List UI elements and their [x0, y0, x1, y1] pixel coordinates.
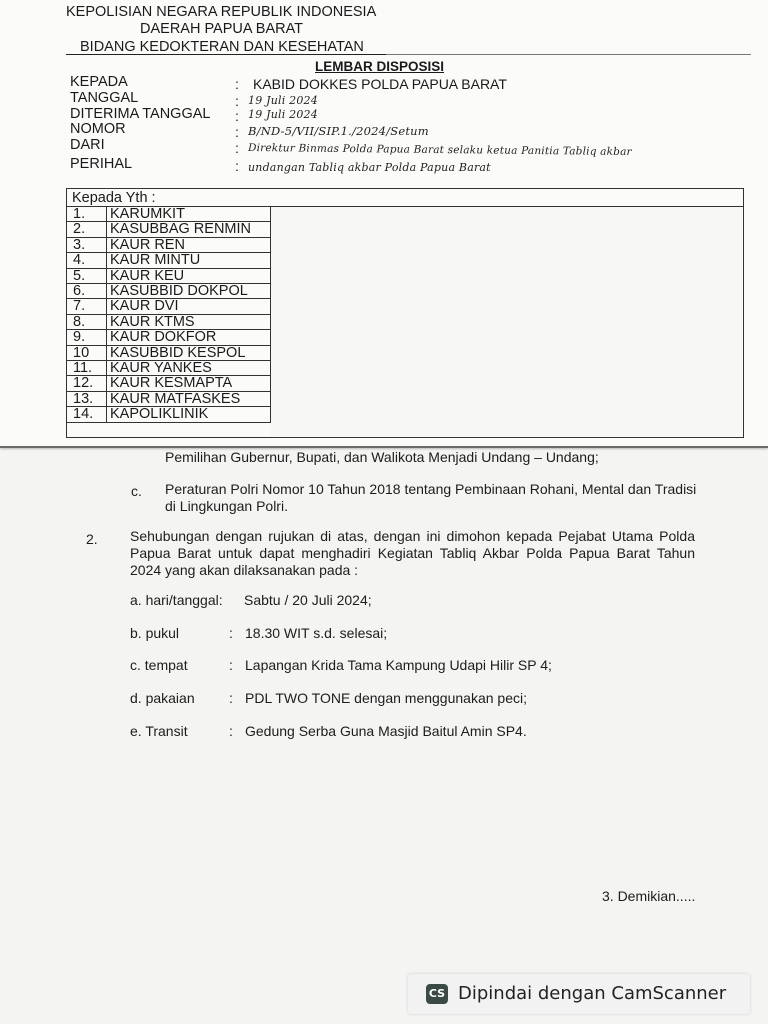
field-colon: : [235, 76, 239, 92]
row-name: KARUMKIT [107, 207, 271, 222]
row-number: 13. [67, 391, 107, 406]
row-number: 2. [67, 222, 107, 237]
item-c-marker: c. [131, 483, 142, 499]
recipients-table [66, 206, 271, 423]
row-number: 11. [67, 361, 107, 376]
field-label-nomor: NOMOR [70, 121, 126, 137]
row-name: KAPOLIKLINIK [107, 407, 271, 422]
row-name: KAUR KESMAPTA [107, 376, 271, 391]
field-colon: : [235, 124, 239, 140]
table-row [67, 268, 271, 283]
row-number: 5. [67, 268, 107, 283]
table-row [67, 330, 271, 345]
row-number: 14. [67, 407, 107, 422]
field-colon: : [235, 140, 239, 156]
table-row [67, 391, 271, 406]
row-name: KAUR DVI [107, 299, 271, 314]
row-number: 3. [67, 237, 107, 252]
field-colon: : [235, 158, 239, 174]
detail-value: PDL TWO TONE dengan menggunakan peci; [245, 690, 527, 706]
field-value-kepada: KABID DOKKES POLDA PAPUA BARAT [253, 76, 507, 92]
row-name: KAUR MATFASKES [107, 391, 271, 406]
table-row [67, 237, 271, 252]
detail-label: b. pukul [130, 625, 180, 641]
field-value-diterima-tanggal: 19 Juli 2024 [248, 108, 318, 121]
row-number: 10 [67, 345, 107, 360]
header-underline [66, 54, 386, 55]
field-value-perihal: undangan Tabliq akbar Polda Papua Barat [248, 161, 491, 174]
row-name: KAUR KTMS [107, 314, 271, 329]
detail-colon: : [229, 690, 233, 706]
detail-colon: : [229, 657, 233, 673]
detail-row [130, 690, 730, 710]
row-number: 7. [67, 299, 107, 314]
detail-value: Lapangan Krida Tama Kampung Udapi Hilir SP 4; [245, 657, 552, 673]
detail-label: d. pakaian [130, 690, 195, 706]
table-row [67, 314, 271, 329]
field-label-dari: DARI [70, 137, 105, 153]
paragraph-2-marker: 2. [86, 531, 98, 547]
detail-colon: : [229, 723, 233, 739]
table-row [67, 253, 271, 268]
header-region: DAERAH PAPUA BARAT [140, 21, 304, 37]
detail-label: e. Transit [130, 723, 188, 739]
item-b-tail: Pemilihan Gubernur, Bupati, dan Walikota Menjadi Undang – Undang; [165, 449, 599, 465]
row-number: 9. [67, 330, 107, 345]
table-row [67, 299, 271, 314]
header-division: BIDANG KEDOKTERAN DAN KESEHATAN [80, 39, 364, 55]
detail-label: a. hari/tanggal: [130, 592, 223, 608]
field-value-nomor: B/ND-5/VII/SIP.1./2024/Setum [248, 124, 429, 138]
header-institution: KEPOLISIAN NEGARA REPUBLIK INDONESIA [66, 4, 377, 20]
row-number: 1. [67, 207, 107, 222]
row-number: 8. [67, 314, 107, 329]
detail-value: 18.30 WIT s.d. selesai; [245, 625, 388, 641]
detail-row [130, 657, 730, 677]
row-name: KAUR KEU [107, 268, 271, 283]
detail-colon: : [229, 625, 233, 641]
field-value-dari: Direktur Binmas Polda Papua Barat selaku ketua Panitia Tabliq akbar [247, 142, 632, 159]
detail-value: Sabtu / 20 Juli 2024; [244, 592, 372, 608]
detail-label: c. tempat [130, 657, 188, 673]
row-name: KAUR REN [107, 237, 271, 252]
closing-text: 3. Demikian..... [602, 888, 696, 904]
disposition-sheet [0, 0, 768, 448]
row-number: 4. [67, 253, 107, 268]
item-c-text: Peraturan Polri Nomor 10 Tahun 2018 tentang Pembinaan Rohani, Mental dan Tradisi di Lingkungan Polri. [165, 481, 697, 514]
top-rule [386, 54, 751, 55]
paragraph-2-text: Sehubungan dengan rujukan di atas, dengan ini dimohon kepada Pejabat Utama Polda Papua Barat untuk dapat menghadiri Kegiatan Tabliq Akbar Polda Papua Barat Tahun 2024 yang akan dilaksanakan pada : [130, 528, 695, 578]
field-label-kepada: KEPADA [70, 74, 128, 90]
table-row [67, 222, 271, 237]
camscanner-logo-text: CS [428, 987, 446, 1000]
disposition-notes-area [270, 206, 742, 436]
table-row [67, 361, 271, 376]
recipients-header: Kepada Yth : [72, 190, 156, 206]
row-name: KASUBBID DOKPOL [107, 284, 271, 299]
camscanner-logo-icon [426, 984, 448, 1004]
row-name: KAUR MINTU [107, 253, 271, 268]
detail-row [130, 592, 730, 612]
table-row [67, 284, 271, 299]
camscanner-text: Dipindai dengan CamScanner [458, 983, 727, 1004]
field-label-diterima-tanggal: DITERIMA TANGGAL [70, 106, 211, 122]
table-row [67, 345, 271, 360]
field-label-tanggal: TANGGAL [70, 90, 139, 106]
row-number: 12. [67, 376, 107, 391]
row-number: 6. [67, 284, 107, 299]
table-row [67, 407, 271, 422]
camscanner-watermark [408, 974, 750, 1014]
row-name: KASUBBAG RENMIN [107, 222, 271, 237]
table-row [67, 207, 271, 222]
detail-row [130, 625, 730, 645]
field-colon: : [235, 93, 239, 109]
field-value-tanggal: 19 Juli 2024 [248, 94, 318, 107]
page-title: LEMBAR DISPOSISI [315, 59, 445, 74]
table-row [67, 376, 271, 391]
field-colon: : [235, 108, 239, 124]
detail-value: Gedung Serba Guna Masjid Baitul Amin SP4. [245, 723, 527, 739]
row-name: KAUR YANKES [107, 361, 271, 376]
detail-row [130, 723, 730, 743]
row-name: KASUBBID KESPOL [107, 345, 271, 360]
recipients-box [66, 188, 744, 438]
field-label-perihal: PERIHAL [70, 156, 133, 172]
row-name: KAUR DOKFOR [107, 330, 271, 345]
